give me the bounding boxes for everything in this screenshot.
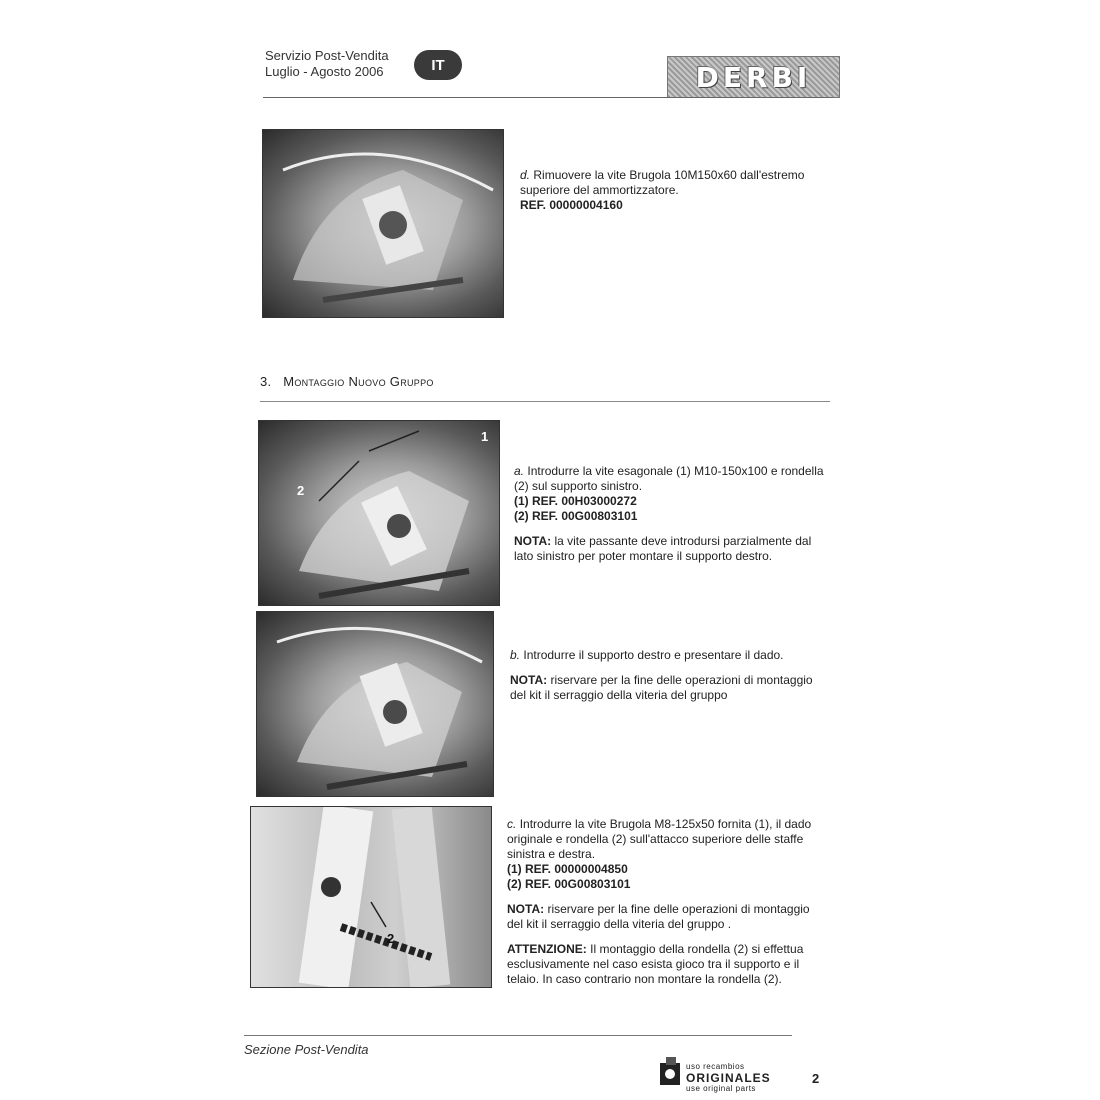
step-c-attention-label: ATTENZIONE: [507,942,587,956]
footer-rule [244,1035,792,1036]
originales-logo-top: uso recambios [686,1062,745,1071]
page-number: 2 [812,1071,820,1086]
derbi-logo [667,56,840,98]
step-b-text: Introdurre il supporto destro e presentare il dado. [523,648,784,662]
photo-step-b [256,611,494,797]
step-a-ref-1: (1) REF. 00H03000272 [514,494,637,508]
derbi-logo-text: DERBI [695,60,812,94]
header-text [265,48,389,80]
section-number: 3. [260,374,272,389]
originales-logo-bottom: use original parts [686,1084,756,1093]
step-c-ref-1: (1) REF. 00000004850 [507,862,628,876]
photo-step-c [250,806,492,988]
step-d-block [520,168,830,223]
header-line-2: Luglio - Agosto 2006 [265,64,384,79]
header-rule [263,97,833,98]
step-a-letter: a. [514,464,525,478]
photo-step-d [262,129,504,318]
step-c-text: Introdurre la vite Brugola M8-125x50 fornita (1), il dado originale e rondella (2) sull'attacco superiore delle staffe sinistra e destra. [507,817,812,861]
originales-logo-icon [658,1057,686,1089]
step-d-ref: REF. 00000004160 [520,198,623,212]
photo-step-a [258,420,500,606]
step-c-block [507,817,827,997]
step-a-text: Introdurre la vite esagonale (1) M10-150x100 e rondella (2) sul supporto sinistro. [514,464,824,493]
step-b-letter: b. [510,648,521,662]
step-c-attention-text: Il montaggio della rondella (2) si effettua esclusivamente nel caso esista gioco tra il supporto e il telaio. In caso contrario non montare la rondella (2). [507,942,804,986]
step-a-nota-text: la vite passante deve introdursi parzialmente dal lato sinistro per poter montare il supporto destro. [514,534,812,563]
step-d-letter: d. [520,168,531,182]
step-b-block [510,648,825,713]
step-b-nota-text: riservare per la fine delle operazioni di montaggio del kit il serraggio della viteria del gruppo [510,673,813,702]
step-c-letter: c. [507,817,517,831]
section-heading [260,374,434,389]
step-c-nota-text: riservare per la fine delle operazioni di montaggio del kit il serraggio della viteria del gruppo . [507,902,810,931]
originales-logo-text [686,1063,771,1093]
originales-logo [658,1053,788,1093]
step-c-ref-2: (2) REF. 00G00803101 [507,877,631,891]
step-a-block [514,464,826,574]
section-title: Montaggio Nuovo Gruppo [283,374,434,389]
step-a-nota-label: NOTA: [514,534,552,548]
header-line-1: Servizio Post-Vendita [265,48,389,63]
callout-1: 1 [481,429,489,444]
callout-2: 2 [387,931,395,946]
step-d-text: Rimuovere la vite Brugola 10M150x60 dall'estremo superiore del ammortizzatore. [520,168,805,197]
originales-logo-main: ORIGINALES [686,1071,771,1085]
step-c-nota-label: NOTA: [507,902,545,916]
step-a-ref-2: (2) REF. 00G00803101 [514,509,638,523]
language-badge: IT [414,50,462,80]
callout-2: 2 [297,483,305,498]
step-b-nota-label: NOTA: [510,673,548,687]
footer-section: Sezione Post-Vendita [244,1042,369,1057]
section-rule [260,401,830,402]
